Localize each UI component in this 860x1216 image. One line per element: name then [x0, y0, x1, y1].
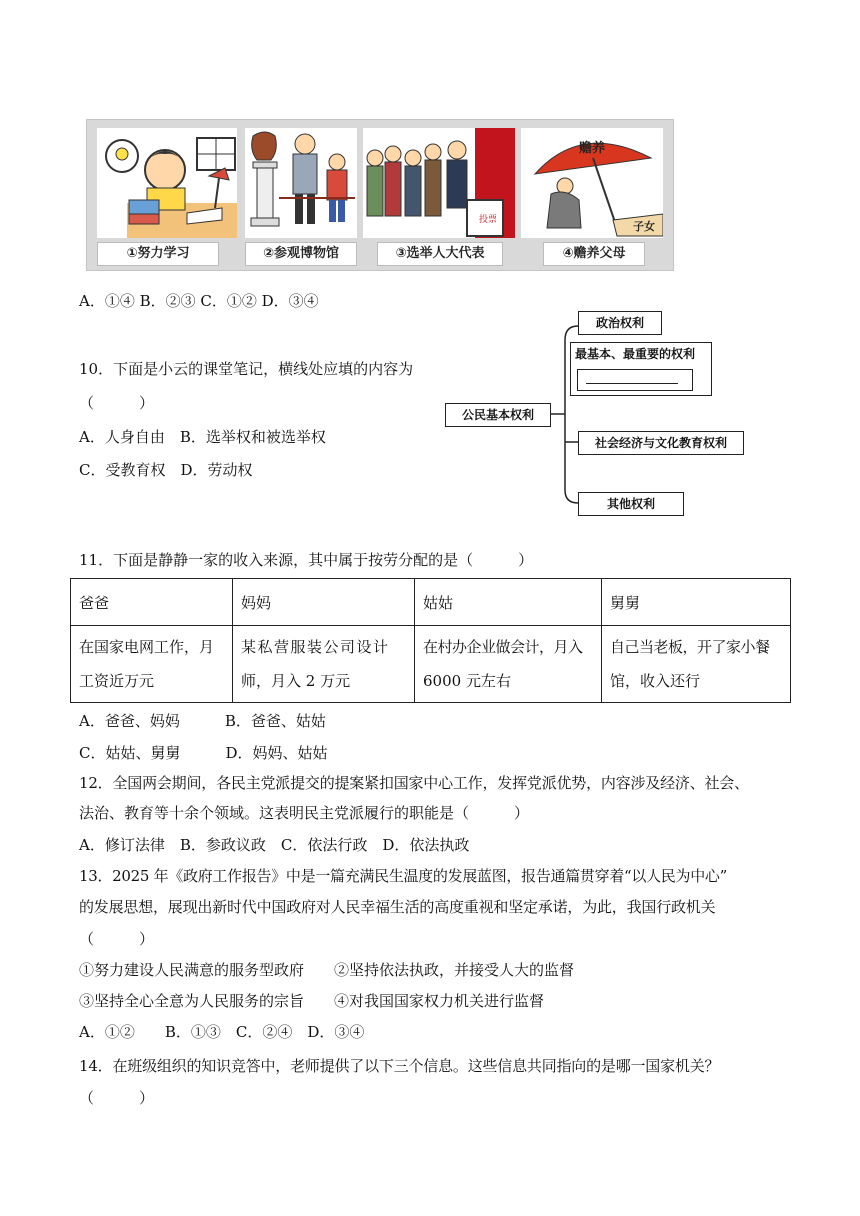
caption-3: ③选举人大代表 — [377, 242, 503, 266]
q11-options-1: A．爸爸、妈妈 B．爸爸、姑姑 — [79, 712, 326, 730]
cell-dad-line2: 工资近万元 — [79, 672, 155, 690]
voting-illustration — [363, 128, 515, 238]
q14-line1: 14．在班级组织的知识竞答中，老师提供了以下三个信息。这些信息共同指向的是哪一国家机关？ — [79, 1057, 720, 1075]
table-header-row — [71, 579, 791, 626]
q13-statements-2: ③坚持全心全意为人民服务的宗旨 ④对我国国家权力机关进行监督 — [79, 992, 545, 1010]
q12-line2: 法治、教育等十余个领域。这表明民主党派履行的职能是（ ） — [79, 804, 530, 822]
umbrella-label: 赡养 — [579, 141, 606, 156]
cell-dad-line1: 在国家电网工作，月 — [79, 638, 215, 656]
illustration-strip — [86, 119, 674, 271]
q13-line2: 的发展思想，展现出新时代中国政府对人民幸福生活的高度重视和坚定承诺，为此，我国行政机关 — [79, 898, 716, 916]
q9-options: A．①④ B．②③ C．①② D．③④ — [79, 292, 319, 310]
q13-options: A．①② B．①③ C．②④ D．③④ — [79, 1023, 365, 1041]
cell-mom-line1: 某私营服装公司设计 — [241, 638, 390, 656]
q13-line1: 13．2025 年《政府工作报告》中是一篇充满民生温度的发展蓝图，报告通篇贯穿着“以人民为中心” — [79, 867, 727, 885]
node-political-rights: 政治权利 — [578, 311, 662, 335]
q10-options-2: C．受教育权 D．劳动权 — [79, 461, 253, 479]
header-uncle: 舅舅 — [602, 579, 791, 626]
cell-uncle-line1: 自己当老板，开了家小餐 — [610, 638, 770, 656]
q10-stem: 10．下面是小云的课堂笔记，横线处应填的内容为 — [79, 360, 414, 378]
node-social-economic-rights: 社会经济与文化教育权利 — [578, 431, 744, 455]
node-other-rights: 其他权利 — [578, 492, 684, 516]
header-aunt: 姑姑 — [415, 579, 602, 626]
caption-1: ①努力学习 — [97, 242, 219, 266]
fill-in-blank-line — [586, 383, 678, 384]
museum-illustration — [245, 128, 357, 238]
cell-aunt-line1: 在村办企业做会计，月入 — [423, 638, 583, 656]
elderly-care-illustration — [521, 128, 663, 238]
q12-options: A．修订法律 B．参政议政 C．依法行政 D．依法执政 — [79, 836, 470, 854]
q11-stem: 11．下面是静静一家的收入来源，其中属于按劳分配的是（ ） — [79, 551, 534, 569]
cell-uncle — [602, 626, 791, 703]
q10-options-1: A．人身自由 B．选举权和被选举权 — [79, 428, 326, 446]
q13-statements-1: ①努力建设人民满意的服务型政府 ②坚持依法执政，并接受人大的监督 — [79, 961, 575, 979]
q14-answer-paren: （ ） — [79, 1089, 155, 1107]
root-node-civil-rights: 公民基本权利 — [445, 403, 551, 427]
table-row — [71, 626, 791, 703]
cell-uncle-line2: 馆，收入还行 — [610, 672, 701, 690]
cell-aunt-line2: 6000 元左右 — [423, 672, 511, 690]
header-mom: 妈妈 — [233, 579, 415, 626]
caption-4: ④赡养父母 — [543, 242, 645, 266]
q10-answer-paren: （ ） — [79, 394, 155, 412]
cell-aunt — [415, 626, 602, 703]
studying-illustration — [97, 128, 237, 238]
q11-options-2: C．姑姑、舅舅 D．妈妈、姑姑 — [79, 744, 328, 762]
ballot-box-label: 投票 — [479, 215, 498, 225]
cell-mom — [233, 626, 415, 703]
header-dad: 爸爸 — [71, 579, 233, 626]
q12-line1: 12．全国两会期间，各民主党派提交的提案紧扣国家中心工作，发挥党派优势，内容涉及经济、社会、 — [79, 774, 749, 792]
hand-label: 子女 — [633, 220, 655, 233]
q13-answer-paren: （ ） — [79, 930, 155, 948]
income-table — [70, 578, 791, 703]
fill-in-blank-box — [577, 369, 693, 391]
caption-2: ②参观博物馆 — [245, 242, 357, 266]
cell-dad — [71, 626, 233, 703]
node-most-important-rights-label: 最基本、最重要的权利 — [575, 347, 696, 361]
node-most-important-rights — [570, 342, 712, 396]
cell-mom-line2: 师，月入 2 万元 — [241, 672, 351, 690]
